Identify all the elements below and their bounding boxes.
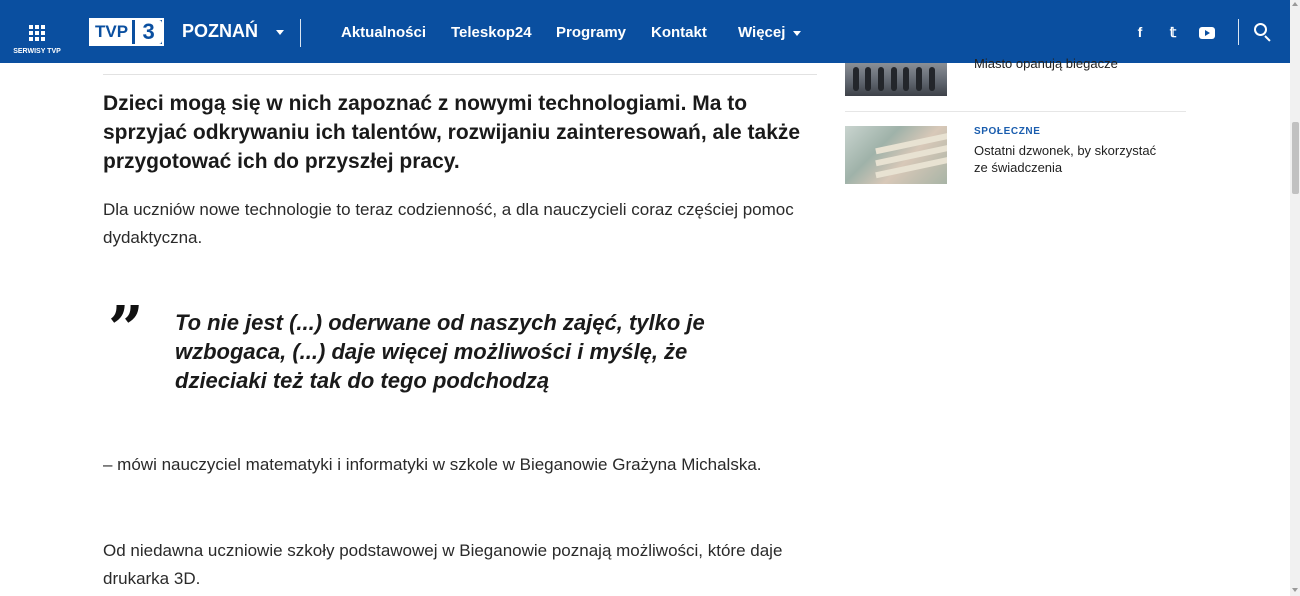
services-menu-button[interactable] — [10, 16, 64, 55]
related-article-thumbnail[interactable] — [845, 126, 947, 184]
nav-wiecej[interactable]: Więcej — [738, 24, 786, 41]
scroll-down-icon[interactable] — [1292, 588, 1298, 592]
scrollbar-thumb[interactable] — [1292, 122, 1299, 194]
article-divider — [103, 74, 817, 75]
logo-text: TVP — [91, 20, 132, 44]
nav-teleskop24[interactable]: Teleskop24 — [451, 24, 532, 41]
related-article-thumbnail[interactable] — [845, 63, 947, 96]
twitter-icon[interactable]: 𝕥 — [1169, 24, 1177, 40]
logo-number: 3 — [132, 20, 162, 44]
services-label: SERWISY TVP — [13, 48, 61, 55]
nav-aktualnosci[interactable]: Aktualności — [341, 24, 427, 41]
related-article-title[interactable]: Ostatni dzwonek, by skorzystać ze świadczenia — [974, 143, 1157, 175]
nav-programy[interactable]: Programy — [556, 24, 627, 41]
related-article-title[interactable]: Miasto opanują biegacze — [974, 56, 1118, 71]
header-divider — [300, 19, 301, 47]
article-paragraph: Dla uczniów nowe technologie to teraz codzienność, a dla nauczycieli coraz częściej pomoc dydaktyczna. — [103, 200, 794, 247]
related-article-category[interactable]: SPOŁECZNE — [974, 126, 1041, 137]
article-quote: To nie jest (...) oderwane od naszych zajęć, tylko je wzbogaca, (...) daje więcej możliwości i myślę, że dzieciaki też tak do tego podchodzą — [175, 310, 705, 393]
chevron-down-icon[interactable] — [276, 30, 284, 35]
grid-menu-icon — [29, 25, 45, 41]
youtube-icon[interactable] — [1199, 27, 1215, 39]
chevron-down-icon[interactable] — [793, 31, 801, 36]
article-paragraph: – mówi nauczyciel matematyki i informatyki w szkole w Bieganowie Grażyna Michalska. — [103, 455, 762, 474]
article-paragraph: Od niedawna uczniowie szkoły podstawowej w Bieganowie poznają możliwości, które daje drukarka 3D. — [103, 541, 783, 588]
facebook-icon[interactable]: f — [1137, 24, 1143, 40]
tvp3-logo[interactable] — [89, 18, 164, 46]
nav-kontakt[interactable]: Kontakt — [651, 24, 707, 41]
page-scrollbar[interactable] — [1290, 0, 1300, 596]
scroll-up-icon[interactable] — [1292, 2, 1298, 6]
top-navigation-bar — [0, 0, 1290, 63]
region-selector[interactable]: POZNAŃ — [182, 21, 258, 41]
sidebar-divider — [845, 111, 1186, 112]
quote-icon: ” — [108, 292, 144, 365]
header-divider — [1238, 19, 1239, 45]
search-icon[interactable] — [1254, 23, 1272, 41]
article-lead: Dzieci mogą się w nich zapoznać z nowymi technologiami. Ma to sprzyjać odkrywaniu ich talentów, rozwijaniu zainteresowań, ale także przygotować ich do przyszłej pracy. — [103, 92, 801, 173]
